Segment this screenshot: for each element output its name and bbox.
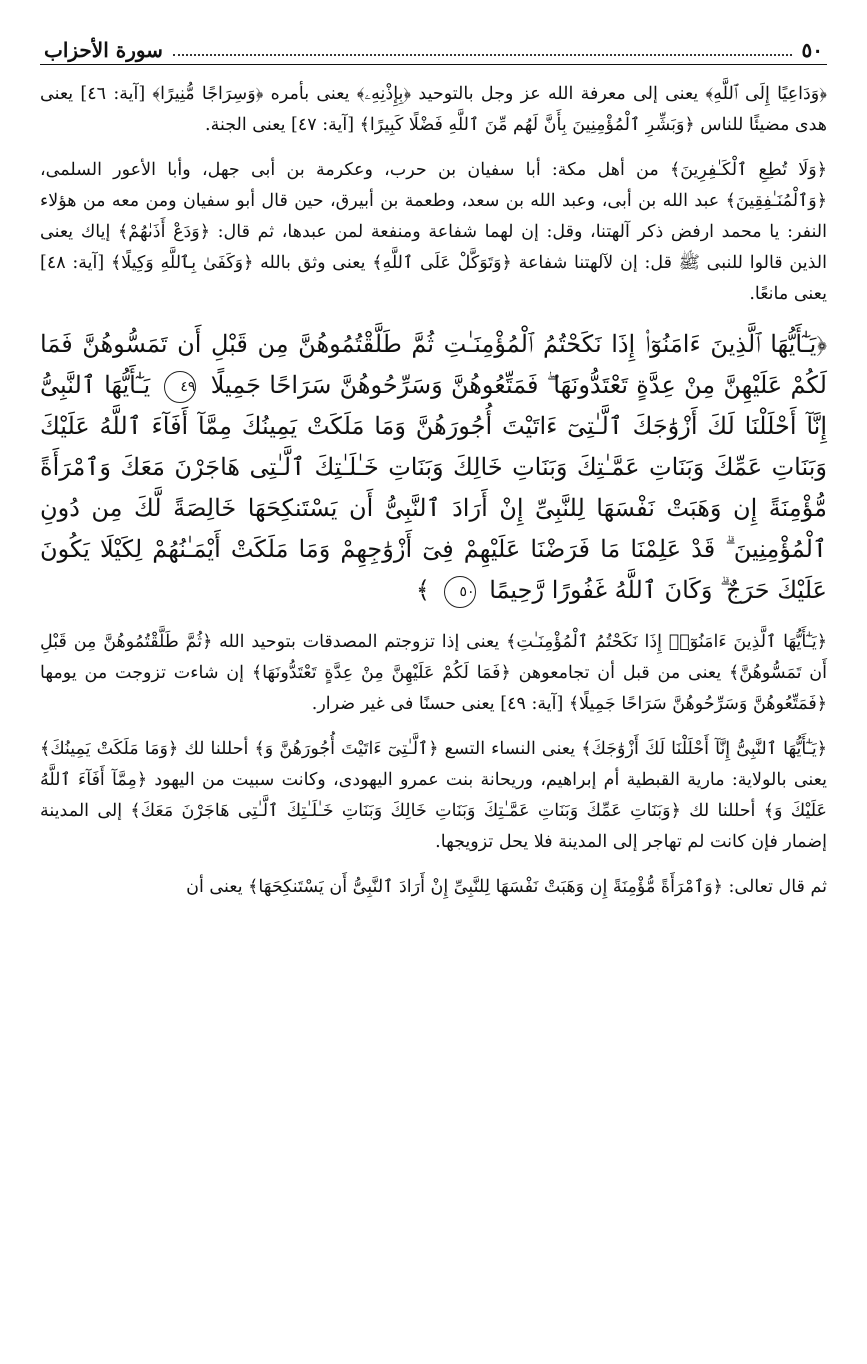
paragraph: ﴿يَـٰٓأَيُّهَا ٱلنَّبِىُّ إِنَّآ أَحْلَلْنَا لَكَ أَزْوَٰجَكَ﴾ يعنى النساء التسع ﴿ٱلَّـٰتِىٓ ءَاتَيْتَ أُجُورَهُنَّ وَ﴾ أحللنا لك ﴿وَمَا مَلَكَتْ يَمِينُكَ﴾ يعنى بالولاية: مارية القبطية أم إبراهيم، وريحانة بنت عمرو اليهودى، وكانت سبيت من اليهود ﴿مِمَّآ أَفَآءَ ٱللَّهُ عَلَيْكَ وَ﴾ أحللنا لك ﴿وَبَنَاتِ عَمِّكَ وَبَنَاتِ عَمَّـٰتِكَ وَبَنَاتِ خَالِكَ وَبَنَاتِ خَـٰلَـٰتِكَ ٱلَّـٰتِى هَاجَرْنَ مَعَكَ﴾ إلى المدينة إضمار فإن كانت لم تهاجر إلى المدينة فلا يحل تزويجها. — [40, 739, 827, 852]
surah-title: سورة الأحزاب — [44, 38, 163, 62]
page — [40, 28, 827, 1344]
paragraph: ﴿يَـٰٓأَيُّهَا ٱلَّذِينَ ءَامَنُوٓا۟ إِذَا نَكَحْتُمُ ٱلْمُؤْمِنَـٰتِ﴾ يعنى إذا تزوجتم المصدقات بتوحيد الله ﴿ثُمَّ طَلَّقْتُمُوهُنَّ مِن قَبْلِ أَن تَمَسُّوهُنَّ﴾ يعنى من قبل أن تجامعوهن ﴿فَمَا لَكُمْ عَلَيْهِنَّ مِنْ عِدَّةٍ تَعْتَدُّونَهَا﴾ إن شاءت تزوجت من يومها ﴿فَمَتِّعُوهُنَّ وَسَرِّحُوهُنَّ سَرَاحًا جَمِيلًا﴾ [آية: ٤٩] يعنى حسنًا فى غير ضرار. — [40, 632, 827, 714]
page-number: ٥٠ — [801, 38, 823, 62]
page-body — [40, 79, 827, 903]
quran-text: ﴿يَـٰٓأَيُّهَا ٱلَّذِينَ ءَامَنُوٓا۟ إِذَا نَكَحْتُمُ ٱلْمُؤْمِنَـٰتِ ثُمَّ طَلَّقْتُمُوهُنَّ مِن قَبْلِ أَن تَمَسُّوهُنَّ فَمَا لَكُمْ عَلَيْهِنَّ مِنْ عِدَّةٍ تَعْتَدُّونَهَا ۖ فَمَتِّعُوهُنَّ وَسَرِّحُوهُنَّ سَرَاحًا جَمِيلًا — [40, 330, 827, 399]
paragraph: ﴿وَلَا تُطِعِ ٱلْكَـٰفِرِينَ﴾ من أهل مكة: أبا سفيان بن حرب، وعكرمة بن أبى جهل، وأبا الأعور السلمى، ﴿وَٱلْمُنَـٰفِقِينَ﴾ عبد الله بن أبى، وعبد الله بن سعد، وطعمة بن أبيرق، حين قال أبو سفيان ومن معه من هؤلاء النفر: يا محمد ارفض ذكر آلهتنا، وقل: إن لهما شفاعة ومنفعة لمن عبدها، ثم قال: ﴿وَدَعْ أَذَىٰهُمْ﴾ إياك يعنى الذين قالوا للنبى ﷺ قل: إن لآلهتنا شفاعة ﴿وَتَوَكَّلْ عَلَى ٱللَّهِ﴾ يعنى وثق بالله ﴿وَكَفَىٰ بِٱللَّهِ وَكِيلًا﴾ [آية: ٤٨] يعنى مانعًا. — [40, 160, 827, 304]
quran-closing-bracket: ﴾ — [415, 576, 430, 604]
page-header — [40, 28, 827, 65]
quran-verse-block — [40, 324, 827, 611]
paragraph: ثم قال تعالى: ﴿وَٱمْرَأَةً مُّؤْمِنَةً إِن وَهَبَتْ نَفْسَهَا لِلنَّبِىِّ إِنْ أَرَادَ ٱلنَّبِىُّ أَن يَسْتَنكِحَهَا﴾ يعنى أن — [186, 877, 827, 897]
quran-text: يَـٰٓأَيُّهَا ٱلنَّبِىُّ إِنَّآ أَحْلَلْنَا لَكَ أَزْوَٰجَكَ ٱلَّـٰتِىٓ ءَاتَيْتَ أُجُورَهُنَّ وَمَا مَلَكَتْ يَمِينُكَ مِمَّآ أَفَآءَ ٱللَّهُ عَلَيْكَ وَبَنَاتِ عَمِّكَ وَبَنَاتِ عَمَّـٰتِكَ وَبَنَاتِ خَالِكَ وَبَنَاتِ خَـٰلَـٰتِكَ ٱلَّـٰتِى هَاجَرْنَ مَعَكَ وَٱمْرَأَةً مُّؤْمِنَةً إِن وَهَبَتْ نَفْسَهَا لِلنَّبِىِّ إِنْ أَرَادَ ٱلنَّبِىُّ أَن يَسْتَنكِحَهَا خَالِصَةً لَّكَ مِن دُونِ ٱلْمُؤْمِنِينَ ۗ قَدْ عَلِمْنَا مَا فَرَضْنَا عَلَيْهِمْ فِىٓ أَزْوَٰجِهِمْ وَمَا مَلَكَتْ أَيْمَـٰنُهُمْ لِكَيْلَا يَكُونَ عَلَيْكَ حَرَجٌ ۗ وَكَانَ ٱللَّهُ غَفُورًا رَّحِيمًا — [40, 371, 827, 604]
paragraph: ﴿وَدَاعِيًا إِلَى ٱللَّهِ﴾ يعنى إلى معرفة الله عز وجل بالتوحيد ﴿بِإِذْنِهِۦ﴾ يعنى بأمره ﴿وَسِرَاجًا مُّنِيرًا﴾ [آية: ٤٦] يعنى هدى مضيئًا للناس ﴿وَبَشِّرِ ٱلْمُؤْمِنِينَ بِأَنَّ لَهُم مِّنَ ٱللَّهِ فَضْلًا كَبِيرًا﴾ [آية: ٤٧] يعنى الجنة. — [40, 84, 827, 135]
ayah-number-marker: ٥٠ — [444, 576, 476, 608]
ayah-number-marker: ٤٩ — [164, 371, 196, 403]
header-dots — [173, 54, 792, 56]
